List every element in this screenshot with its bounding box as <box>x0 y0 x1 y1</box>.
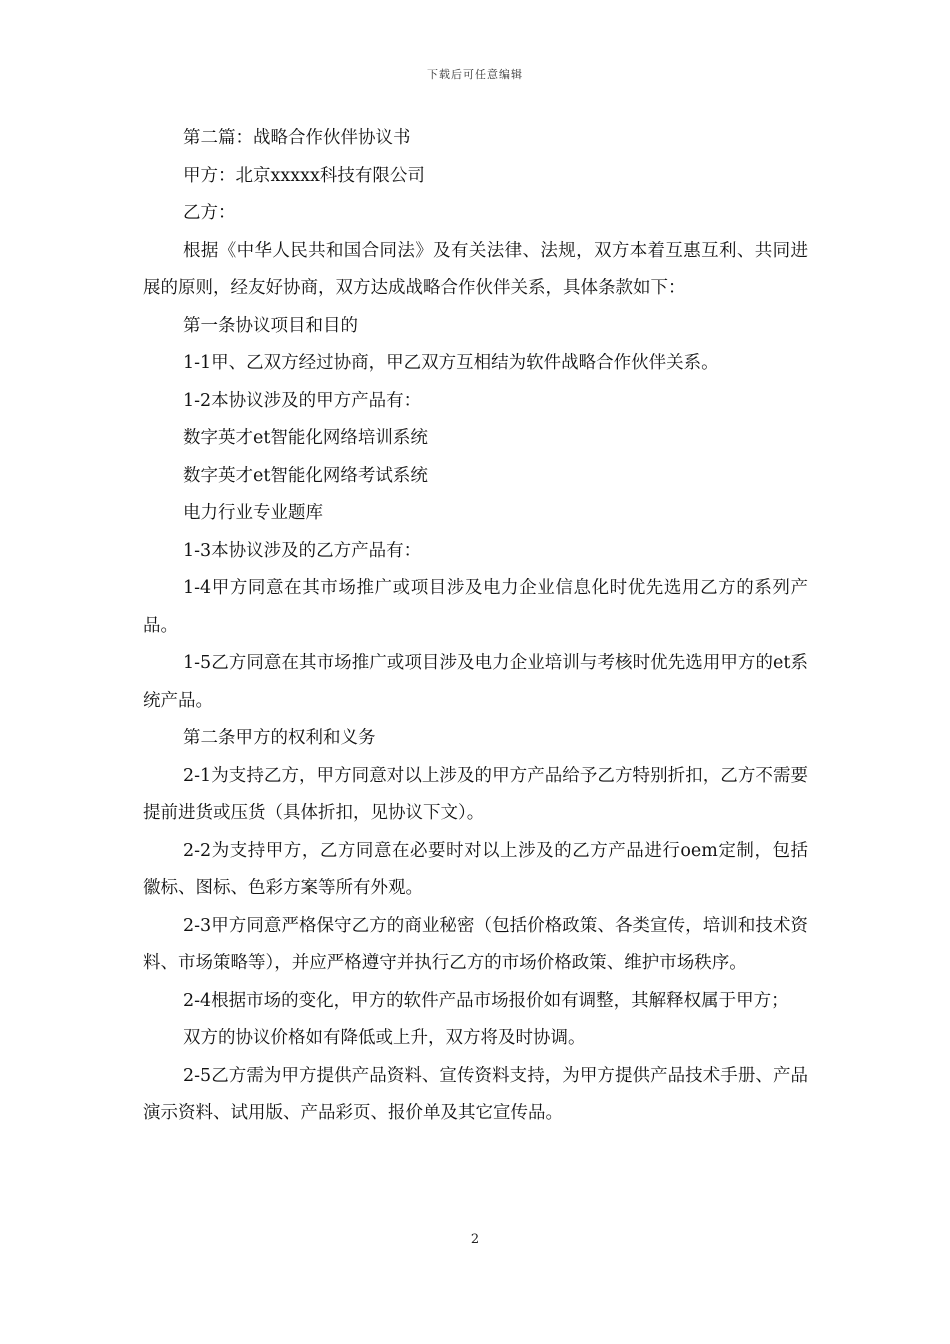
clause-2-1: 2-1为支持乙方，甲方同意对以上涉及的甲方产品给予乙方特别折扣，乙方不需要提前进货或压货（具体折扣，见协议下文）。 <box>143 765 808 823</box>
page-header: 下载后可任意编辑 <box>427 68 523 81</box>
clause-2-3: 2-3甲方同意严格保守乙方的商业秘密（包括价格政策、各类宣传，培训和技术资料、市场策略等），并应严格遵守并执行乙方的市场价格政策、维护市场秩序。 <box>143 915 808 973</box>
clause-1-5: 1-5乙方同意在其市场推广或项目涉及电力企业培训与考核时优先选用甲方的et系统产品。 <box>143 653 808 711</box>
product-item: 数字英才et智能化网络培训系统 <box>183 428 428 448</box>
product-item: 电力行业专业题库 <box>183 503 323 523</box>
clause-2-2: 2-2为支持甲方，乙方同意在必要时对以上涉及的乙方产品进行oem定制，包括徽标、图标、色彩方案等所有外观。 <box>143 840 808 898</box>
product-item: 数字英才et智能化网络考试系统 <box>183 465 428 486</box>
clause-1-4: 1-4甲方同意在其市场推广或项目涉及电力企业信息化时优先选用乙方的系列产品。 <box>143 578 808 636</box>
document-body <box>143 120 808 1133</box>
party-b-line: 乙方： <box>183 203 236 223</box>
clause-1-1: 1-1甲、乙双方经过协商，甲乙双方互相结为软件战略合作伙伴关系。 <box>183 353 719 373</box>
clause-2-4: 2-4根据市场的变化，甲方的软件产品市场报价如有调整，其解释权属于甲方； <box>183 990 789 1011</box>
clause-2-5: 2-5乙方需为甲方提供产品资料、宣传资料支持，为甲方提供产品技术手册、产品演示资料、试用版、产品彩页、报价单及其它宣传品。 <box>143 1065 808 1123</box>
article-2-heading: 第二条甲方的权利和义务 <box>183 728 376 748</box>
document-title: 第二篇：战略合作伙伴协议书 <box>183 128 411 148</box>
preamble-paragraph: 根据《中华人民共和国合同法》及有关法律、法规，双方本着互惠互利、共同进展的原则，经友好协商，双方达成战略合作伙伴关系，具体条款如下： <box>143 240 808 298</box>
clause-1-2: 1-2本协议涉及的甲方产品有： <box>183 390 422 411</box>
clause-2-4-note: 双方的协议价格如有降低或上升，双方将及时协调。 <box>183 1028 586 1048</box>
party-a-line: 甲方：北京xxxxx科技有限公司 <box>183 165 425 186</box>
article-1-heading: 第一条协议项目和目的 <box>183 315 358 336</box>
clause-1-3: 1-3本协议涉及的乙方产品有： <box>183 540 422 561</box>
page-number: 2 <box>470 1232 480 1247</box>
